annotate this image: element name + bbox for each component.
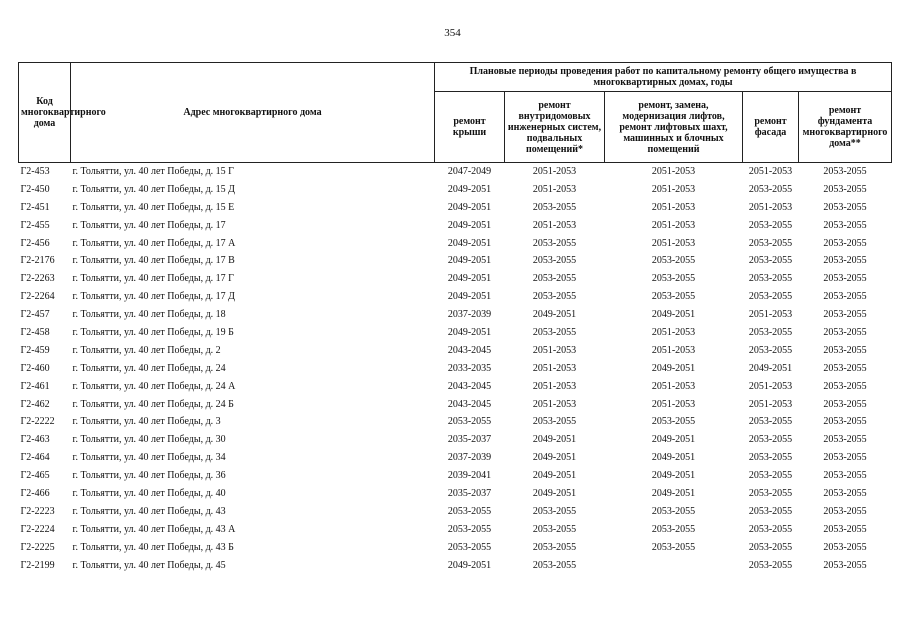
code-cell: Г2-2263 [20, 273, 55, 285]
address-cell: г. Тольятти, ул. 40 лет Победы, д. 17 Д [72, 291, 235, 303]
foundation-cell: 2053-2055 [823, 380, 867, 392]
table-row [19, 324, 892, 342]
engineering-cell: 2051-2053 [532, 380, 577, 392]
code-cell: Г2-450 [20, 183, 50, 195]
engineering-cell: 2051-2053 [532, 219, 577, 231]
engineering-cell: 2049-2051 [532, 309, 577, 321]
lifts-cell: 2053-2055 [651, 541, 696, 553]
roof-cell: 2049-2051 [447, 219, 492, 231]
roof-cell: 2053-2055 [447, 416, 492, 428]
foundation-cell: 2053-2055 [823, 291, 867, 303]
header-roof: ремонт крыши [435, 92, 505, 163]
table-row [19, 503, 892, 521]
address-cell: г. Тольятти, ул. 40 лет Победы, д. 15 Д [72, 183, 235, 195]
lifts-cell: 2051-2053 [651, 326, 696, 338]
address-cell: г. Тольятти, ул. 40 лет Победы, д. 17 А [72, 237, 236, 249]
facade-cell: 2053-2055 [748, 273, 793, 285]
facade-cell: 2053-2055 [748, 344, 793, 356]
foundation-cell: 2053-2055 [823, 541, 867, 553]
facade-cell: 2053-2055 [748, 541, 793, 553]
roof-cell: 2043-2045 [447, 344, 492, 356]
lifts-cell: 2051-2053 [651, 183, 696, 195]
lifts-cell: 2051-2053 [651, 398, 696, 410]
lifts-cell: 2051-2053 [651, 237, 696, 249]
table-row [19, 431, 892, 449]
address-cell: г. Тольятти, ул. 40 лет Победы, д. 34 [72, 452, 226, 464]
code-cell: Г2-463 [20, 434, 50, 446]
capital-repair-table [18, 62, 892, 574]
table-row [19, 413, 892, 431]
header-address: Адрес многоквартирного дома [71, 63, 435, 163]
page-number: 354 [444, 27, 461, 39]
foundation-cell: 2053-2055 [823, 398, 867, 410]
code-cell: Г2-457 [20, 309, 50, 321]
engineering-cell: 2049-2051 [532, 470, 577, 482]
engineering-cell: 2053-2055 [532, 326, 577, 338]
lifts-cell [605, 557, 743, 575]
lifts-cell: 2051-2053 [651, 165, 696, 177]
code-cell: Г2-459 [20, 344, 50, 356]
foundation-cell: 2053-2055 [823, 273, 867, 285]
roof-cell: 2049-2051 [447, 273, 492, 285]
roof-cell: 2049-2051 [447, 201, 492, 213]
facade-cell: 2053-2055 [748, 523, 793, 535]
roof-cell: 2039-2041 [447, 470, 492, 482]
roof-cell: 2037-2039 [447, 452, 492, 464]
engineering-cell: 2053-2055 [532, 273, 577, 285]
code-cell: Г2-2176 [20, 255, 55, 267]
code-cell: Г2-464 [20, 452, 50, 464]
roof-cell: 2049-2051 [447, 326, 492, 338]
code-cell: Г2-2224 [20, 523, 55, 535]
code-cell: Г2-458 [20, 326, 50, 338]
table-body [19, 163, 892, 575]
roof-cell: 2033-2035 [447, 362, 492, 374]
facade-cell: 2053-2055 [748, 452, 793, 464]
facade-cell: 2053-2055 [748, 505, 793, 517]
code-cell: Г2-461 [20, 380, 50, 392]
address-cell: г. Тольятти, ул. 40 лет Победы, д. 43 Б [72, 541, 234, 553]
facade-cell: 2053-2055 [748, 326, 793, 338]
engineering-cell: 2049-2051 [532, 452, 577, 464]
foundation-cell: 2053-2055 [823, 219, 867, 231]
address-cell: г. Тольятти, ул. 40 лет Победы, д. 17 Г [72, 273, 234, 285]
roof-cell: 2053-2055 [447, 523, 492, 535]
lifts-cell: 2053-2055 [651, 255, 696, 267]
address-cell: г. Тольятти, ул. 40 лет Победы, д. 17 В [72, 255, 235, 267]
foundation-cell: 2053-2055 [823, 362, 867, 374]
engineering-cell: 2053-2055 [532, 255, 577, 267]
table-row [19, 360, 892, 378]
roof-cell: 2053-2055 [447, 541, 492, 553]
engineering-cell: 2053-2055 [532, 505, 577, 517]
code-cell: Г2-2264 [20, 291, 55, 303]
facade-cell: 2051-2053 [748, 309, 793, 321]
code-cell: Г2-462 [20, 398, 50, 410]
engineering-cell: 2051-2053 [532, 362, 577, 374]
code-cell: Г2-2222 [20, 416, 55, 428]
header-lifts: ремонт, замена, модернизация лифтов, ремонт лифтовых шахт, машинных и блочных помещений [605, 92, 743, 163]
foundation-cell: 2053-2055 [823, 201, 867, 213]
table-row [19, 557, 892, 575]
address-cell: г. Тольятти, ул. 40 лет Победы, д. 18 [72, 309, 226, 321]
facade-cell: 2053-2055 [748, 183, 793, 195]
foundation-cell: 2053-2055 [823, 165, 867, 177]
lifts-cell: 2053-2055 [651, 505, 696, 517]
table-row [19, 288, 892, 306]
facade-cell: 2053-2055 [748, 487, 793, 499]
engineering-cell: 2053-2055 [532, 541, 577, 553]
address-cell: г. Тольятти, ул. 40 лет Победы, д. 15 Г [72, 165, 234, 177]
header-code: Код многоквартирного дома [19, 63, 71, 163]
engineering-cell: 2049-2051 [532, 434, 577, 446]
address-cell: г. Тольятти, ул. 40 лет Победы, д. 24 [72, 362, 226, 374]
code-cell: Г2-466 [20, 487, 50, 499]
facade-cell: 2051-2053 [748, 201, 793, 213]
engineering-cell: 2053-2055 [532, 291, 577, 303]
facade-cell: 2051-2053 [748, 380, 793, 392]
foundation-cell: 2053-2055 [823, 309, 867, 321]
table-row [19, 270, 892, 288]
table-row [19, 252, 892, 270]
lifts-cell: 2051-2053 [651, 344, 696, 356]
roof-cell: 2047-2049 [447, 165, 492, 177]
lifts-cell: 2049-2051 [651, 309, 696, 321]
foundation-cell: 2053-2055 [823, 255, 867, 267]
engineering-cell: 2051-2053 [532, 344, 577, 356]
lifts-cell: 2051-2053 [651, 201, 696, 213]
lifts-cell: 2053-2055 [651, 291, 696, 303]
foundation-cell: 2053-2055 [823, 505, 867, 517]
table-row [19, 199, 892, 217]
engineering-cell: 2053-2055 [532, 523, 577, 535]
foundation-cell: 2053-2055 [823, 452, 867, 464]
roof-cell: 2049-2051 [447, 291, 492, 303]
code-cell: Г2-456 [20, 237, 50, 249]
foundation-cell: 2053-2055 [823, 434, 867, 446]
foundation-cell: 2053-2055 [823, 559, 867, 571]
roof-cell: 2049-2051 [447, 183, 492, 195]
code-cell: Г2-460 [20, 362, 50, 374]
code-cell: Г2-455 [20, 219, 50, 231]
roof-cell: 2043-2045 [447, 380, 492, 392]
code-cell: Г2-2199 [20, 559, 55, 571]
roof-cell: 2049-2051 [447, 237, 492, 249]
engineering-cell: 2053-2055 [532, 201, 577, 213]
address-cell: г. Тольятти, ул. 40 лет Победы, д. 36 [72, 470, 226, 482]
code-cell: Г2-2225 [20, 541, 55, 553]
lifts-cell: 2051-2053 [651, 380, 696, 392]
foundation-cell: 2053-2055 [823, 487, 867, 499]
table-row [19, 306, 892, 324]
facade-cell: 2051-2053 [748, 165, 793, 177]
engineering-cell: 2051-2053 [532, 165, 577, 177]
address-cell: г. Тольятти, ул. 40 лет Победы, д. 15 Е [72, 201, 235, 213]
address-cell: г. Тольятти, ул. 40 лет Победы, д. 24 Б [72, 398, 234, 410]
roof-cell: 2035-2037 [447, 487, 492, 499]
table-row [19, 485, 892, 503]
lifts-cell: 2053-2055 [651, 416, 696, 428]
foundation-cell: 2053-2055 [823, 237, 867, 249]
facade-cell: 2053-2055 [748, 434, 793, 446]
engineering-cell: 2051-2053 [532, 183, 577, 195]
roof-cell: 2049-2051 [447, 255, 492, 267]
facade-cell: 2053-2055 [748, 470, 793, 482]
lifts-cell: 2049-2051 [651, 452, 696, 464]
engineering-cell: 2053-2055 [532, 237, 577, 249]
address-cell: г. Тольятти, ул. 40 лет Победы, д. 24 А [72, 380, 236, 392]
code-cell: Г2-2223 [20, 505, 55, 517]
table-row [19, 378, 892, 396]
address-cell: г. Тольятти, ул. 40 лет Победы, д. 40 [72, 487, 226, 499]
code-cell: Г2-451 [20, 201, 50, 213]
header-foundation: ремонт фундамента многоквартирного дома** [799, 92, 892, 163]
lifts-cell: 2053-2055 [651, 523, 696, 535]
facade-cell: 2051-2053 [748, 398, 793, 410]
engineering-cell: 2049-2051 [532, 487, 577, 499]
facade-cell: 2053-2055 [748, 291, 793, 303]
table-row [19, 467, 892, 485]
lifts-cell: 2053-2055 [651, 273, 696, 285]
code-cell: Г2-453 [20, 165, 50, 177]
code-cell: Г2-465 [20, 470, 50, 482]
lifts-cell: 2049-2051 [651, 434, 696, 446]
table-row [19, 449, 892, 467]
facade-cell: 2053-2055 [748, 237, 793, 249]
table-row [19, 539, 892, 557]
address-cell: г. Тольятти, ул. 40 лет Победы, д. 30 [72, 434, 226, 446]
address-cell: г. Тольятти, ул. 40 лет Победы, д. 17 [72, 219, 226, 231]
foundation-cell: 2053-2055 [823, 183, 867, 195]
foundation-cell: 2053-2055 [823, 416, 867, 428]
table-row [19, 521, 892, 539]
engineering-cell: 2053-2055 [532, 416, 577, 428]
table-row [19, 396, 892, 414]
table-row [19, 217, 892, 235]
header-facade: ремонт фасада [743, 92, 799, 163]
facade-cell: 2053-2055 [748, 559, 793, 571]
table-row [19, 235, 892, 253]
address-cell: г. Тольятти, ул. 40 лет Победы, д. 45 [72, 559, 226, 571]
engineering-cell: 2053-2055 [532, 559, 577, 571]
table-row [19, 181, 892, 199]
address-cell: г. Тольятти, ул. 40 лет Победы, д. 43 А [72, 523, 236, 535]
address-cell: г. Тольятти, ул. 40 лет Победы, д. 2 [72, 344, 221, 356]
foundation-cell: 2053-2055 [823, 523, 867, 535]
lifts-cell: 2051-2053 [651, 219, 696, 231]
roof-cell: 2049-2051 [447, 559, 492, 571]
facade-cell: 2053-2055 [748, 255, 793, 267]
header-engineering: ремонт внутридомовых инженерных систем, подвальных помещений* [505, 92, 605, 163]
table-header [19, 63, 892, 163]
table-row [19, 342, 892, 360]
foundation-cell: 2053-2055 [823, 344, 867, 356]
roof-cell: 2043-2045 [447, 398, 492, 410]
lifts-cell: 2049-2051 [651, 470, 696, 482]
roof-cell: 2037-2039 [447, 309, 492, 321]
address-cell: г. Тольятти, ул. 40 лет Победы, д. 43 [72, 505, 226, 517]
roof-cell: 2035-2037 [447, 434, 492, 446]
foundation-cell: 2053-2055 [823, 326, 867, 338]
facade-cell: 2049-2051 [748, 362, 793, 374]
address-cell: г. Тольятти, ул. 40 лет Победы, д. 19 Б [72, 326, 234, 338]
lifts-cell: 2049-2051 [651, 487, 696, 499]
header-periods: Плановые периоды проведения работ по капитальному ремонту общего имущества в многоквартирных домах, годы [435, 63, 892, 92]
engineering-cell: 2051-2053 [532, 398, 577, 410]
facade-cell: 2053-2055 [748, 416, 793, 428]
foundation-cell: 2053-2055 [823, 470, 867, 482]
facade-cell: 2053-2055 [748, 219, 793, 231]
address-cell: г. Тольятти, ул. 40 лет Победы, д. 3 [72, 416, 221, 428]
table-row [19, 163, 892, 181]
lifts-cell: 2049-2051 [651, 362, 696, 374]
roof-cell: 2053-2055 [447, 505, 492, 517]
